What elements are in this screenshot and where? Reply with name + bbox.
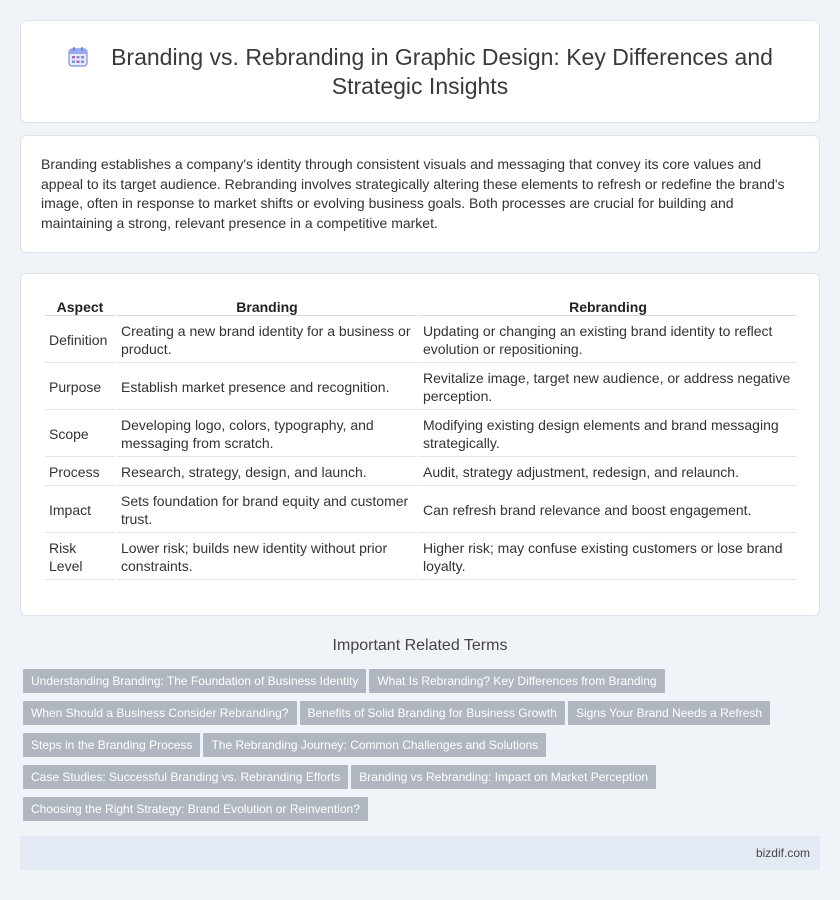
table-cell-aspect: Process: [45, 459, 115, 486]
header-aspect: Aspect: [45, 296, 115, 316]
table-cell-aspect: Definition: [45, 318, 115, 363]
table-cell-aspect: Impact: [45, 488, 115, 533]
header-rebranding: Rebranding: [419, 296, 797, 316]
page-title: Branding vs. Rebranding in Graphic Design: Key Differences and Strategic Insights: [111, 43, 773, 99]
related-term-link[interactable]: Case Studies: Successful Branding vs. Rebranding Efforts: [23, 765, 348, 789]
related-term-link[interactable]: When Should a Business Consider Rebranding?: [23, 701, 297, 725]
table-cell-rebranding: Revitalize image, target new audience, or address negative perception.: [419, 365, 797, 410]
calendar-icon: [67, 46, 89, 68]
table-row: [45, 488, 797, 533]
table-cell-rebranding: Modifying existing design elements and brand messaging strategically.: [419, 412, 797, 457]
footer-site-link[interactable]: bizdif.com: [755, 846, 810, 860]
related-term-link[interactable]: Benefits of Solid Branding for Business Growth: [300, 701, 565, 725]
table-header-row: [45, 296, 797, 316]
intro-paragraph: Branding establishes a company's identity through consistent visuals and messaging that convey its core values and appeal to its target audience. Rebranding involves strategically altering these elements to refresh or redefine the brand's image, often in response to market shifts or evolving business goals. Both processes are crucial for building and maintaining a strong, relevant presence in a competitive market.: [41, 156, 785, 231]
related-term-link[interactable]: Choosing the Right Strategy: Brand Evolution or Reinvention?: [23, 797, 368, 821]
table-cell-rebranding: Higher risk; may confuse existing customers or lose brand loyalty.: [419, 535, 797, 580]
table-row: [45, 535, 797, 580]
related-term-link[interactable]: What Is Rebranding? Key Differences from Branding: [369, 669, 664, 693]
related-term-link[interactable]: Understanding Branding: The Foundation of Business Identity: [23, 669, 366, 693]
comparison-table-card: [20, 273, 820, 616]
related-term-link[interactable]: Steps in the Branding Process: [23, 733, 200, 757]
table-cell-branding: Research, strategy, design, and launch.: [117, 459, 417, 486]
table-row: [45, 459, 797, 486]
header-branding: Branding: [117, 296, 417, 316]
table-cell-branding: Lower risk; builds new identity without prior constraints.: [117, 535, 417, 580]
table-cell-rebranding: Audit, strategy adjustment, redesign, and relaunch.: [419, 459, 797, 486]
table-cell-aspect: Scope: [45, 412, 115, 457]
related-term-link[interactable]: The Rebranding Journey: Common Challenges and Solutions: [203, 733, 546, 757]
table-cell-rebranding: Can refresh brand relevance and boost engagement.: [419, 488, 797, 533]
related-terms-list: [23, 669, 803, 829]
related-terms-heading: Important Related Terms: [332, 637, 508, 654]
comparison-table: [43, 294, 799, 582]
footer: [20, 836, 820, 870]
table-cell-branding: Establish market presence and recognition.: [117, 365, 417, 410]
title-card: [20, 20, 820, 123]
intro-card: [20, 135, 820, 253]
table-cell-aspect: Purpose: [45, 365, 115, 410]
table-cell-branding: Sets foundation for brand equity and customer trust.: [117, 488, 417, 533]
table-row: [45, 318, 797, 363]
table-row: [45, 365, 797, 410]
page-title-wrapper: [61, 43, 779, 101]
table-cell-rebranding: Updating or changing an existing brand identity to reflect evolution or repositioning.: [419, 318, 797, 363]
table-cell-branding: Developing logo, colors, typography, and messaging from scratch.: [117, 412, 417, 457]
related-term-link[interactable]: Branding vs Rebranding: Impact on Market Perception: [351, 765, 656, 789]
table-row: [45, 412, 797, 457]
table-cell-aspect: Risk Level: [45, 535, 115, 580]
table-cell-branding: Creating a new brand identity for a business or product.: [117, 318, 417, 363]
related-term-link[interactable]: Signs Your Brand Needs a Refresh: [568, 701, 770, 725]
